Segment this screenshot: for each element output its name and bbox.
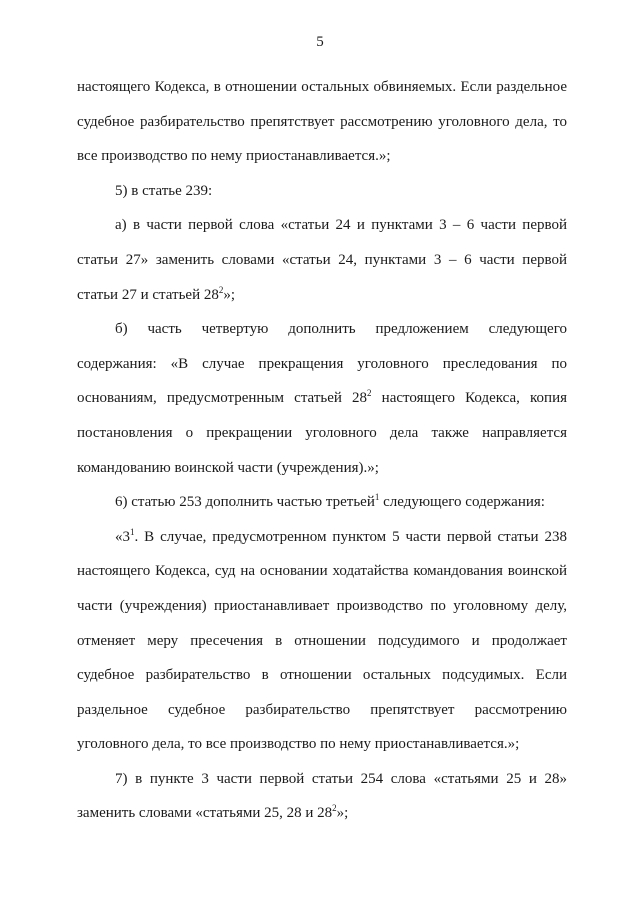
superscript: 1 xyxy=(374,492,380,503)
paragraph-text: »; xyxy=(336,805,349,822)
page-number: 5 xyxy=(316,34,324,50)
document-body xyxy=(77,70,567,831)
paragraph-text: а) в части первой слова «статьи 24 и пунктами 3 – 6 части первой статьи 27» заменить словами «статьи 24, пунктами 3 – 6 части первой статьи 27 и статьей 28 xyxy=(77,217,567,303)
superscript: 1 xyxy=(130,526,135,537)
paragraph-text: настоящего Кодекса, копия постановления о прекращении уголовного дела также направляется командованию воинской части (учреждения).»; xyxy=(77,390,568,476)
paragraph xyxy=(77,520,567,762)
paragraph-text: следующего содержания: xyxy=(379,494,545,511)
paragraph-text: 5) в статье 239: xyxy=(115,182,213,199)
paragraph xyxy=(77,208,567,312)
paragraph-text: 6) статью 253 дополнить частью третьей xyxy=(115,494,375,511)
paragraph xyxy=(77,762,567,831)
paragraph-text: . В случае, предусмотренном пунктом 5 части первой статьи 238 настоящего Кодекса, суд на основании ходатайства командования воинской части (учреждения) приостанавливает производство по уголовному делу, отменяет меру пресечения в отношении подсудимого и продолжает судебное разбирательство в отношении остальных подсудимых. Если раздельное судебное разбирательство препятствует рассмотрению уголовного дела, то все производство по нему приостанавливается.»; xyxy=(77,528,567,753)
paragraph-text: 7) в пункте 3 части первой статьи 254 слова «статьями 25 и 28» заменить словами «статьями 25, 28 и 28 xyxy=(77,770,567,822)
paragraph-text: »; xyxy=(223,286,236,303)
paragraph xyxy=(77,485,567,520)
superscript: 2 xyxy=(218,284,224,295)
superscript: 2 xyxy=(367,388,372,399)
paragraph-text: настоящего Кодекса, в отношении остальных обвиняемых. Если раздельное судебное разбирательство препятствует рассмотрению уголовного дела, то все производство по нему приостанавливается.»; xyxy=(77,79,567,165)
paragraph xyxy=(77,312,567,485)
paragraph-text: «3 xyxy=(115,528,130,545)
paragraph xyxy=(77,70,567,174)
paragraph xyxy=(77,174,567,209)
paragraph-text: б) часть четвертую дополнить предложением следующего содержания: «В случае прекращения уголовного преследования по основаниям, предусмотренным статьей 28 xyxy=(77,321,567,407)
superscript: 2 xyxy=(332,803,337,814)
